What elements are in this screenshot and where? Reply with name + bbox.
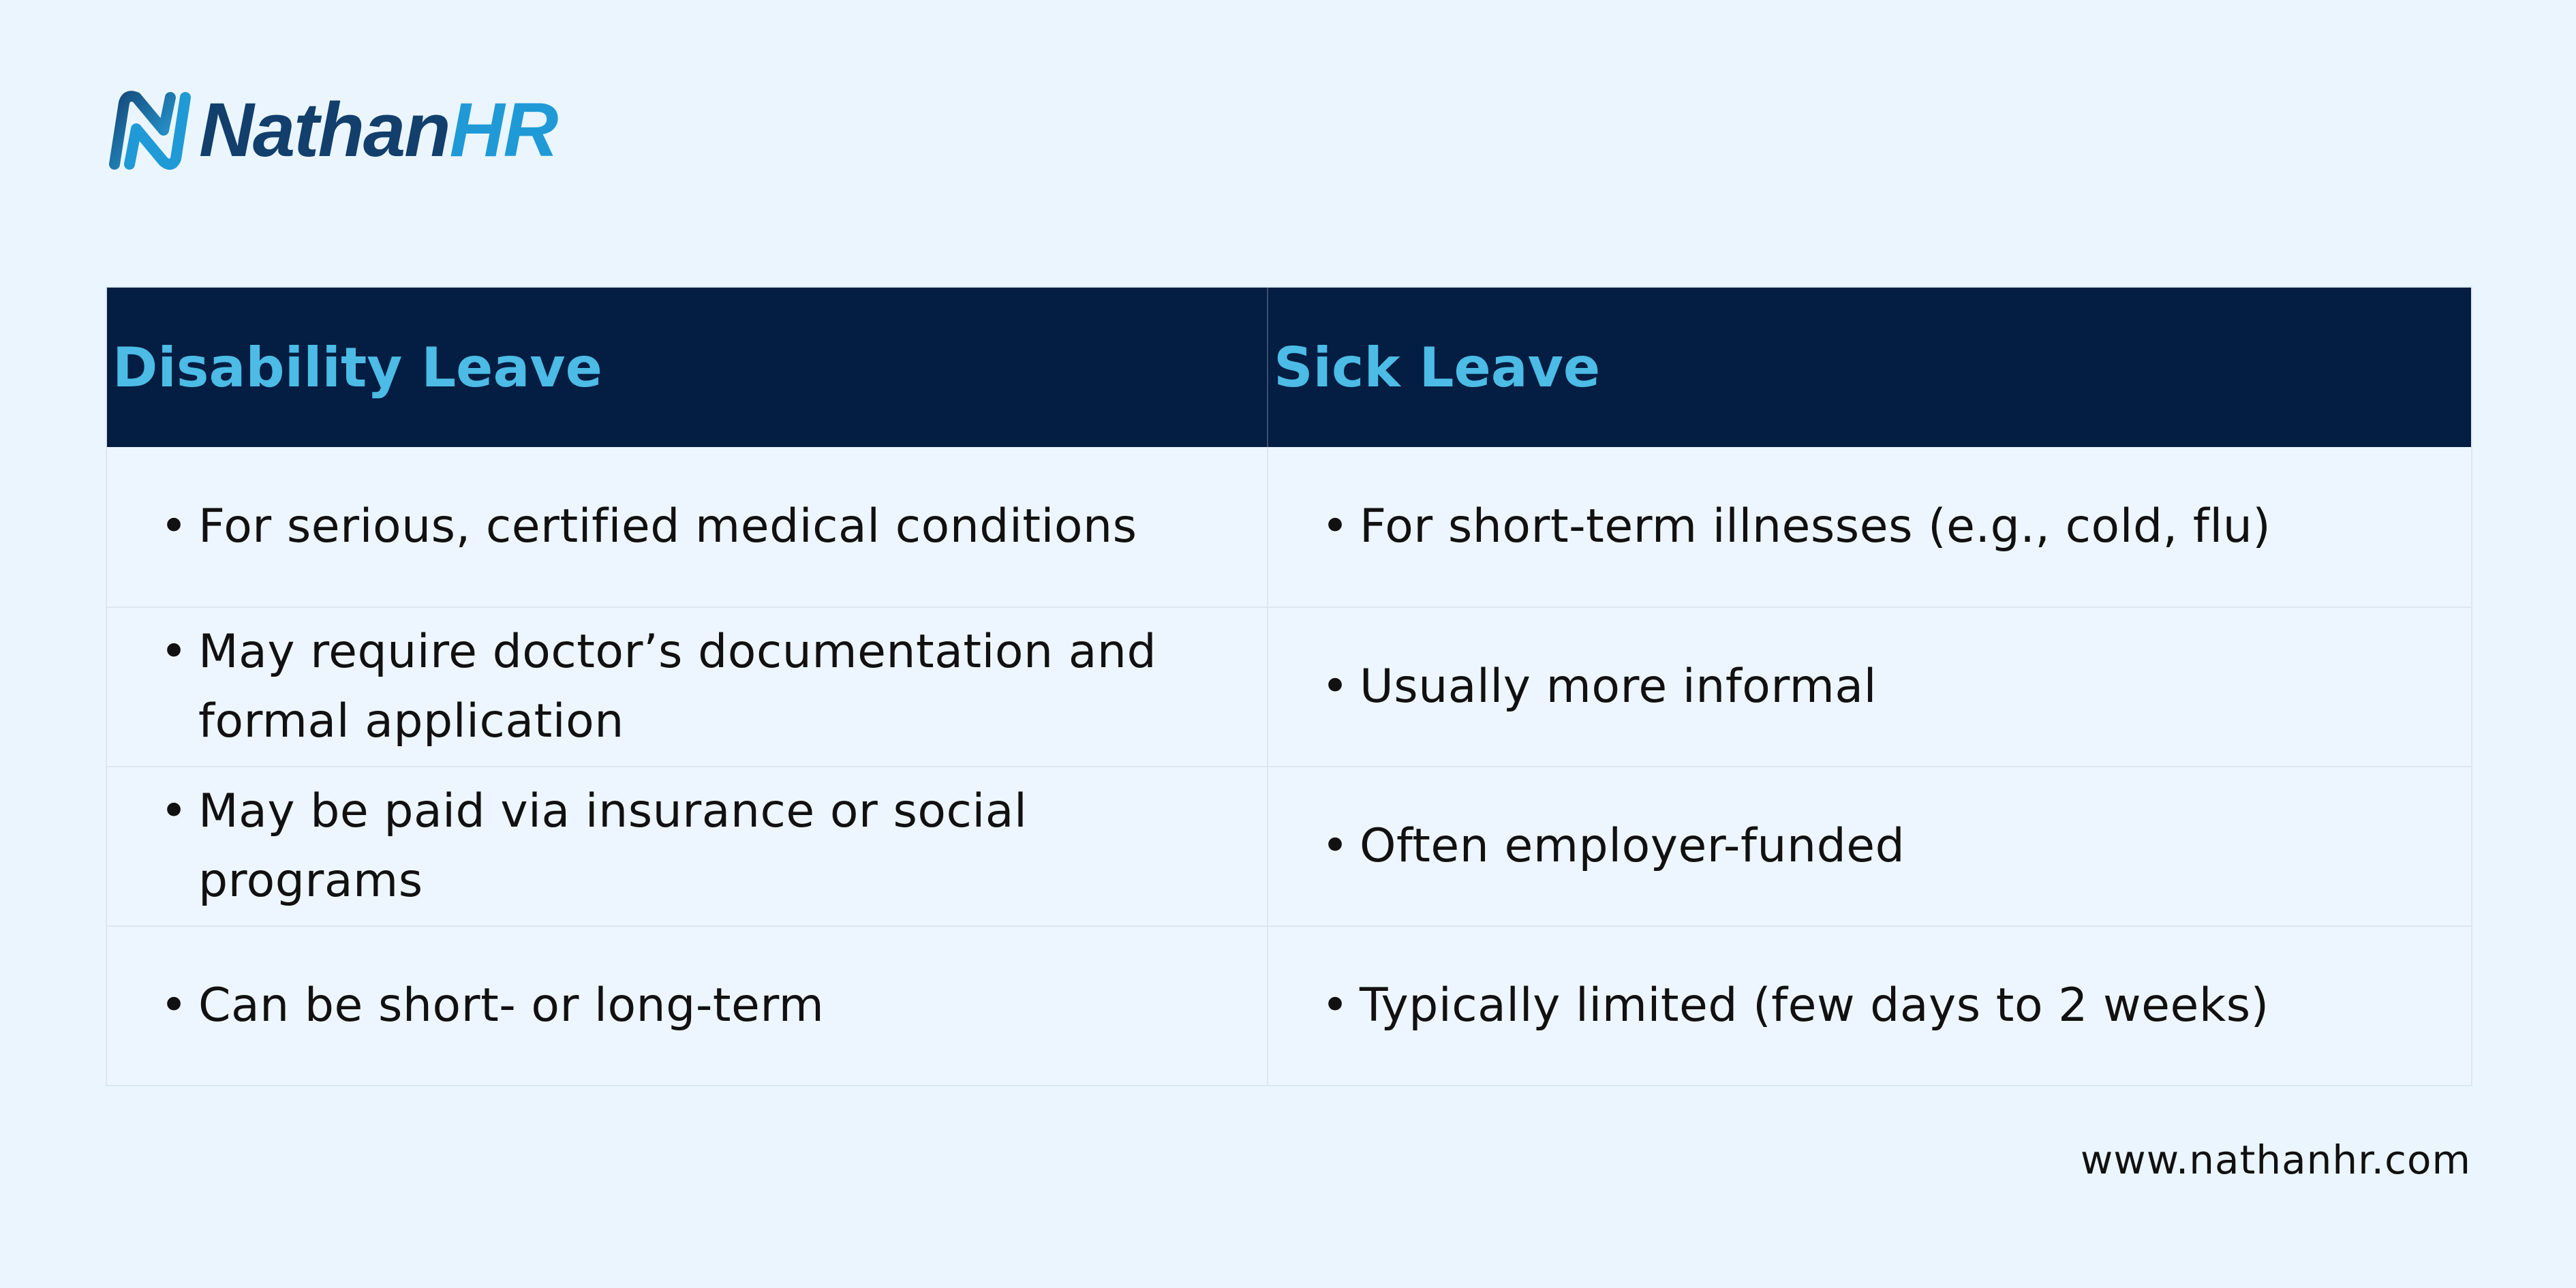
header-sick-leave: Sick Leave — [1274, 335, 1601, 399]
brand-name — [199, 87, 557, 172]
bullet-icon: • — [1321, 660, 1349, 714]
bullet-icon: • — [1321, 819, 1349, 873]
table-cell — [107, 927, 1268, 1085]
list-item — [107, 777, 1234, 916]
bullet-icon: • — [1321, 979, 1349, 1032]
nathanhr-logo-icon — [105, 88, 195, 172]
table-cell — [1268, 927, 2471, 1085]
table-row — [107, 925, 2471, 1085]
table-cell — [107, 767, 1268, 925]
cell-text: Can be short- or long-term — [198, 979, 825, 1032]
table-header-row — [107, 288, 2471, 447]
list-item — [1268, 971, 2450, 1041]
bullet-icon: • — [160, 500, 188, 553]
list-item — [107, 971, 1234, 1041]
list-item — [1268, 812, 2450, 881]
table-row — [107, 607, 2471, 766]
cell-text: May require doctor’s documentation and formal application — [198, 625, 1157, 748]
cell-text: Typically limited (few days to 2 weeks) — [1360, 979, 2269, 1032]
table-cell — [107, 608, 1268, 766]
bullet-icon: • — [160, 784, 188, 838]
table-row — [107, 447, 2471, 607]
list-item — [107, 617, 1234, 756]
brand-name-part1: Nathan — [199, 87, 450, 172]
brand-logo — [105, 86, 557, 174]
table-cell — [1268, 767, 2471, 925]
bullet-icon: • — [160, 625, 188, 679]
header-disability-leave: Disability Leave — [107, 288, 1268, 447]
bullet-icon: • — [160, 979, 188, 1032]
cell-text: For short-term illnesses (e.g., cold, flu) — [1360, 500, 2271, 553]
cell-text: May be paid via insurance or social programs — [198, 784, 1028, 908]
bullet-icon: • — [1321, 500, 1349, 553]
list-item — [1268, 492, 2450, 562]
cell-text: Often employer-funded — [1360, 819, 1905, 873]
table-cell — [107, 447, 1268, 607]
list-item — [1268, 652, 2450, 722]
footer-website-url: www.nathanhr.com — [2080, 1137, 2471, 1183]
list-item — [107, 492, 1234, 562]
table-cell — [1268, 447, 2471, 607]
table-cell — [1268, 608, 2471, 766]
brand-name-part2: HR — [449, 87, 557, 172]
table-row — [107, 766, 2471, 925]
cell-text: For serious, certified medical conditions — [198, 500, 1137, 553]
cell-text: Usually more informal — [1360, 660, 1877, 714]
comparison-table — [106, 286, 2472, 1086]
